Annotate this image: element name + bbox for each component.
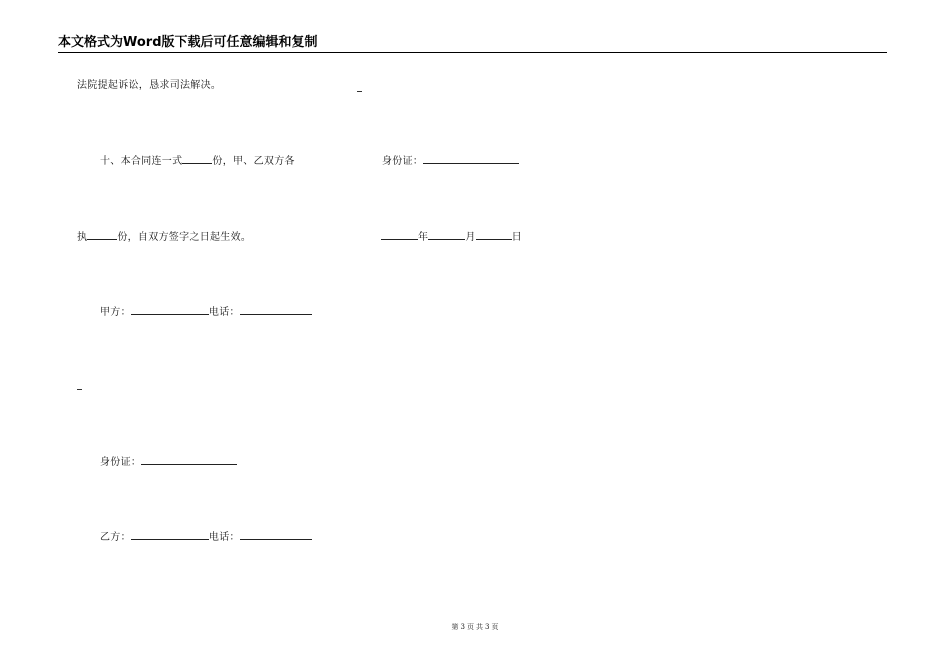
header-rule	[58, 52, 887, 53]
year-blank	[381, 229, 418, 240]
year-label: 年	[418, 232, 429, 243]
party-b-blank	[131, 529, 209, 540]
effective-text-b: 份，自双方签字之日起生效。	[117, 232, 252, 243]
text-line-copies	[100, 153, 295, 169]
effective-text-a: 执	[77, 232, 88, 243]
month-blank	[428, 229, 465, 240]
footer-page-word: 页	[467, 623, 474, 631]
party-b-label: 乙方：	[100, 532, 131, 543]
footer-suffix: 页	[491, 623, 499, 631]
phone-blank-a	[240, 304, 312, 315]
id-label-right: 身份证：	[382, 156, 424, 167]
id-line-left	[100, 454, 237, 470]
stray-mark-left	[77, 389, 82, 390]
text-line-effective	[77, 229, 251, 245]
day-label: 日	[511, 232, 522, 243]
party-a-blank	[131, 304, 209, 315]
party-b-line	[100, 529, 312, 545]
party-a-line	[100, 304, 312, 320]
page-footer	[0, 622, 950, 632]
copies-text-b: 份，甲、乙双方各	[212, 156, 295, 167]
footer-prefix: 第	[451, 623, 459, 631]
copies-each-blank	[87, 229, 117, 240]
footer-total-pages: 3	[485, 623, 490, 631]
copies-blank	[182, 153, 212, 164]
phone-blank-b	[240, 529, 312, 540]
date-line	[381, 229, 522, 245]
footer-total-word: 共	[476, 623, 483, 631]
copies-text-a: 十、本合同连一式	[100, 156, 183, 167]
day-blank	[476, 229, 512, 240]
stray-mark	[357, 91, 362, 92]
party-a-label: 甲方：	[100, 307, 131, 318]
phone-label-b: 电话：	[208, 532, 240, 543]
footer-current-page: 3	[460, 623, 465, 631]
phone-label-a: 电话：	[208, 307, 240, 318]
id-label-left: 身份证：	[100, 457, 142, 468]
id-line-right	[382, 153, 519, 169]
document-header: 本文格式为Word版下载后可任意编辑和复制	[58, 35, 318, 50]
month-label: 月	[465, 232, 476, 243]
id-blank-right	[423, 153, 519, 164]
text-line-litigation: 法院提起诉讼，恳求司法解决。	[77, 80, 222, 91]
id-blank-left	[141, 454, 237, 465]
